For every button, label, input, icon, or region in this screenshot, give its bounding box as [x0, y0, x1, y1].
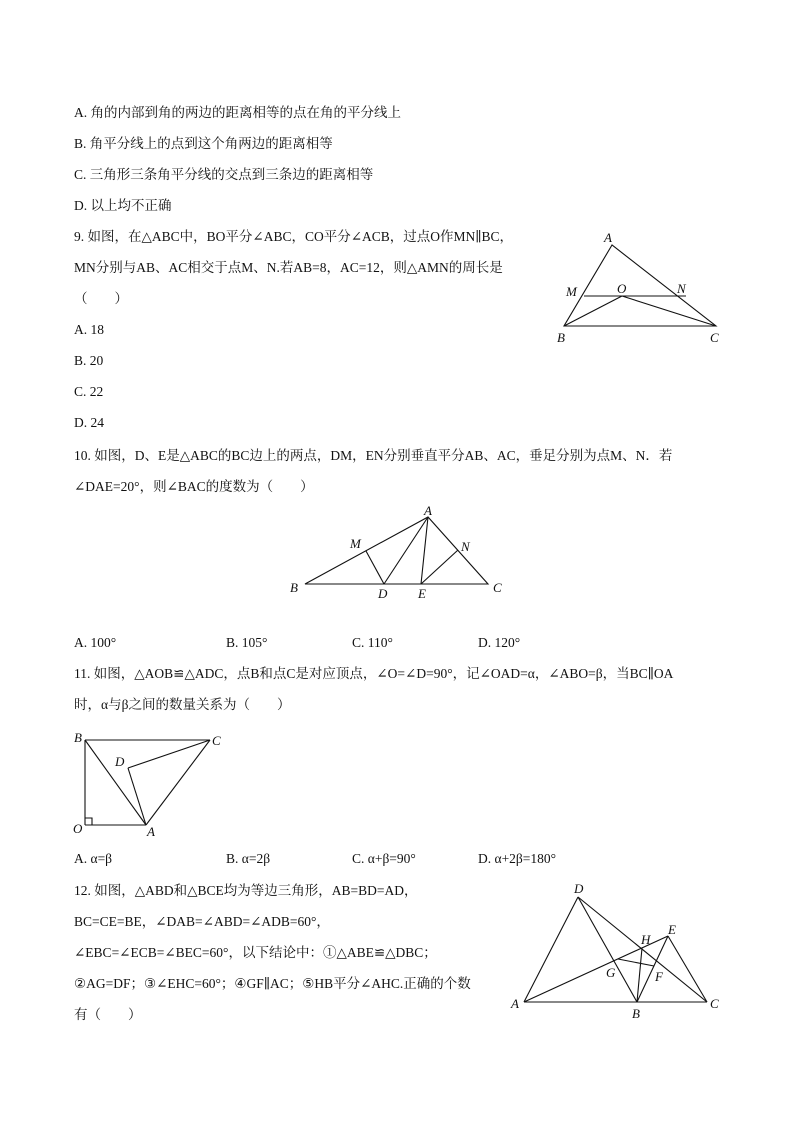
- q10-option-d: D. 120°: [478, 635, 521, 650]
- q11-label-o: O: [73, 821, 83, 836]
- q9-stem-line3: （ ）: [74, 291, 128, 306]
- q9-stem-line2: MN分别与AB、AC相交于点M、N.若AB=8，AC=12，则△AMN的周长是: [74, 260, 503, 275]
- q9-option-b: B. 20: [74, 353, 104, 368]
- q12-label-e: E: [668, 922, 676, 937]
- q12-segment-ec: [668, 936, 707, 1002]
- q10-option-a: A. 100°: [74, 635, 117, 650]
- q11-stem-line1: 11. 如图，△AOB≌△ADC，点B和点C是对应顶点，∠O=∠D=90°，记∠OAD=α，∠ABO=β，当BC∥OA: [74, 666, 674, 681]
- q12-stem-line2: BC=CE=BE，∠DAB=∠ABD=∠ADB=60°，: [74, 914, 330, 929]
- q11-option-a: A. α=β: [74, 851, 113, 866]
- q12-label-g: G: [606, 965, 616, 980]
- q11-option-c: C. α+β=90°: [352, 851, 416, 866]
- q11-segment-ca: [146, 740, 210, 825]
- q9-segment-bo: [564, 296, 622, 326]
- q10-label-m: M: [350, 536, 361, 551]
- q12-segment-gf: [618, 959, 654, 966]
- q12-label-b: B: [632, 1006, 640, 1021]
- q11-segment-ba: [85, 740, 146, 825]
- q9-label-a: A: [604, 230, 612, 245]
- q10-segment-ad: [384, 517, 428, 584]
- q11-right-angle-mark: [85, 818, 92, 825]
- q9-label-m: M: [566, 284, 577, 299]
- q12-segment-ae: [524, 936, 668, 1002]
- q11-stem-line2: 时，α与β之间的数量关系为（ ）: [74, 697, 291, 712]
- q10-label-b: B: [290, 580, 298, 595]
- q9-label-c: C: [710, 330, 719, 345]
- q10-label-n: N: [461, 539, 470, 554]
- q12-segment-ad: [524, 897, 578, 1002]
- q10-label-a: A: [424, 503, 432, 518]
- q12-stem-line5: 有（ ）: [74, 1007, 142, 1022]
- q11-label-a: A: [147, 824, 155, 839]
- q12-stem-line4: ②AG=DF；③∠EHC=60°；④GF∥AC；⑤HB平分∠AHC.正确的个数: [74, 976, 471, 991]
- q10-label-e: E: [418, 586, 426, 601]
- q12-stem-line3: ∠EBC=∠ECB=∠BEC=60°，以下结论中：①△ABE≌△DBC；: [74, 945, 437, 960]
- q9-label-b: B: [557, 330, 565, 345]
- q12-stem-line1: 12. 如图，△ABD和△BCE均为等边三角形，AB=BD=AD，: [74, 883, 418, 898]
- q11-option-b: B. α=2β: [226, 851, 271, 866]
- prev-option-c: C. 三角形三条角平分线的交点到三条边的距离相等: [74, 167, 374, 182]
- q12-label-h: H: [641, 932, 651, 947]
- q12-label-c: C: [710, 996, 719, 1011]
- q12-segment-be: [637, 936, 668, 1002]
- q10-segment-md: [366, 551, 384, 584]
- q12-label-d: D: [574, 881, 584, 896]
- q10-stem-line2: ∠DAE=20°，则∠BAC的度数为（ ）: [74, 479, 314, 494]
- q9-triangle-abc: [564, 245, 716, 326]
- q12-label-a: A: [511, 996, 519, 1011]
- q9-option-a: A. 18: [74, 322, 104, 337]
- q11-option-d: D. α+2β=180°: [478, 851, 557, 866]
- q10-segment-ae: [421, 517, 428, 584]
- q11-segment-dc: [128, 740, 210, 768]
- prev-option-a: A. 角的内部到角的两边的距离相等的点在角的平分线上: [74, 105, 401, 120]
- prev-option-d: D. 以上均不正确: [74, 198, 172, 213]
- q9-label-o: O: [617, 281, 627, 296]
- q11-label-b: B: [74, 730, 82, 745]
- q12-segment-hb: [637, 948, 642, 1002]
- q12-segment-dc: [578, 897, 707, 1002]
- q10-option-b: B. 105°: [226, 635, 268, 650]
- q12-label-f: F: [655, 969, 663, 984]
- q12-segment-db: [578, 897, 637, 1002]
- q10-label-c: C: [493, 580, 502, 595]
- q11-label-d: D: [115, 754, 125, 769]
- q10-triangle-abc: [305, 517, 488, 584]
- q11-segment-da: [128, 768, 146, 825]
- q10-option-c: C. 110°: [352, 635, 393, 650]
- q11-label-c: C: [212, 733, 221, 748]
- q9-option-c: C. 22: [74, 384, 104, 399]
- q10-segment-en: [421, 550, 458, 584]
- prev-option-b: B. 角平分线上的点到这个角两边的距离相等: [74, 136, 333, 151]
- q10-stem-line1: 10. 如图，D、E是△ABC的BC边上的两点，DM，EN分别垂直平分AB、AC，垂足分别为点M、N．若: [74, 448, 673, 463]
- q9-option-d: D. 24: [74, 415, 104, 430]
- q9-label-n: N: [677, 281, 686, 296]
- q9-segment-co: [622, 296, 716, 326]
- q10-label-d: D: [378, 586, 388, 601]
- q9-stem-line1: 9. 如图，在△ABC中，BO平分∠ABC，CO平分∠ACB，过点O作MN∥BC，: [74, 229, 514, 244]
